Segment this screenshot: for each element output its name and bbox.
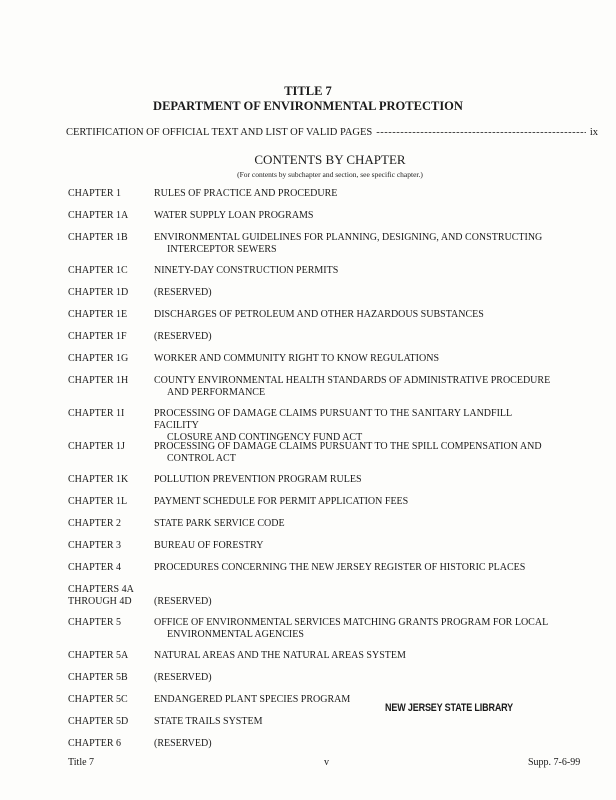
chapter-title <box>154 287 554 299</box>
chapter-title-line-1: (RESERVED) <box>154 596 212 607</box>
chapter-title-line-1: (RESERVED) <box>154 672 212 683</box>
certification-page: ix <box>589 127 598 138</box>
chapter-title <box>154 441 554 465</box>
chapter-title <box>154 596 554 608</box>
chapter-title-line-2: AND PERFORMANCE <box>167 387 266 398</box>
chapter-title-line-1: COUNTY ENVIRONMENTAL HEALTH STANDARDS OF ADMINISTRATIVE PROCEDURE <box>154 375 551 386</box>
chapter-title <box>154 309 554 321</box>
chapter-number: CHAPTER 5A <box>68 650 129 661</box>
chapter-title-line-1: WORKER AND COMMUNITY RIGHT TO KNOW REGULATIONS <box>154 353 439 364</box>
chapter-title <box>154 540 554 552</box>
certification-line <box>66 127 598 138</box>
chapter-title <box>154 210 554 222</box>
chapter-number <box>68 584 152 608</box>
chapter-title <box>154 232 554 256</box>
chapter-title-line-2: CLOSURE AND CONTINGENCY FUND ACT <box>167 432 363 443</box>
chapter-title-line-1: PAYMENT SCHEDULE FOR PERMIT APPLICATION FEES <box>154 496 409 507</box>
chapter-number: CHAPTER 3 <box>68 540 122 551</box>
footer-page-number: v <box>324 757 329 768</box>
chapter-title-line-1: NINETY-DAY CONSTRUCTION PERMITS <box>154 265 339 276</box>
chapter-title-line-1: RULES OF PRACTICE AND PROCEDURE <box>154 188 338 199</box>
footer-title: Title 7 <box>68 757 95 768</box>
chapter-title-line-1: (RESERVED) <box>154 738 212 749</box>
footer-supplement: Supp. 7-6-99 <box>528 757 581 768</box>
chapter-number: CHAPTER 5D <box>68 716 129 727</box>
chapter-title-line-1: WATER SUPPLY LOAN PROGRAMS <box>154 210 314 221</box>
chapter-number: CHAPTER 4 <box>68 562 122 573</box>
chapter-number: CHAPTER 1I <box>68 408 125 419</box>
chapter-title-line-1: PROCESSING OF DAMAGE CLAIMS PURSUANT TO THE SANITARY LANDFILL FACILITY <box>154 408 512 431</box>
chapter-title <box>154 716 554 728</box>
chapter-title-line-2: INTERCEPTOR SEWERS <box>167 244 277 255</box>
chapter-title-line-1: POLLUTION PREVENTION PROGRAM RULES <box>154 474 362 485</box>
chapter-title-line-1: STATE TRAILS SYSTEM <box>154 716 263 727</box>
chapter-title-line-1: ENVIRONMENTAL GUIDELINES FOR PLANNING, DESIGNING, AND CONSTRUCTING <box>154 232 543 243</box>
chapter-title <box>154 518 554 530</box>
chapter-title <box>154 375 554 399</box>
chapter-title <box>154 188 554 200</box>
chapter-title <box>154 650 554 662</box>
chapter-number: CHAPTER 1B <box>68 232 128 243</box>
chapter-title-line-1: (RESERVED) <box>154 287 212 298</box>
chapter-number: CHAPTER 5B <box>68 672 128 683</box>
chapter-title-line-1: OFFICE OF ENVIRONMENTAL SERVICES MATCHING GRANTS PROGRAM FOR LOCAL <box>154 617 549 628</box>
chapter-title-line-1: STATE PARK SERVICE CODE <box>154 518 285 529</box>
chapter-number: CHAPTER 1F <box>68 331 127 342</box>
certification-label: CERTIFICATION OF OFFICIAL TEXT AND LIST OF VALID PAGES <box>66 127 373 138</box>
chapter-number-line-1: CHAPTERS 4A <box>68 584 134 595</box>
chapter-title-line-2: ENVIRONMENTAL AGENCIES <box>167 629 304 640</box>
chapter-title-line-1: DISCHARGES OF PETROLEUM AND OTHER HAZARDOUS SUBSTANCES <box>154 309 484 320</box>
title-line-2: DEPARTMENT OF ENVIRONMENTAL PROTECTION <box>153 99 463 113</box>
chapter-title-line-2: CONTROL ACT <box>167 453 236 464</box>
chapter-number: CHAPTER 1D <box>68 287 129 298</box>
title-line-1: TITLE 7 <box>284 84 332 98</box>
chapter-number: CHAPTER 2 <box>68 518 122 529</box>
chapter-title <box>154 474 554 486</box>
chapter-title-line-1: ENDANGERED PLANT SPECIES PROGRAM <box>154 694 351 705</box>
chapter-title <box>154 496 554 508</box>
contents-note: (For contents by subchapter and section, see specific chapter.) <box>237 170 423 179</box>
chapter-title <box>154 408 554 444</box>
chapter-title <box>154 353 554 365</box>
chapter-title <box>154 617 554 641</box>
chapter-number: CHAPTER 6 <box>68 738 122 749</box>
library-stamp: NEW JERSEY STATE LIBRARY <box>385 702 514 714</box>
chapter-number: CHAPTER 5C <box>68 694 128 705</box>
document-title <box>0 84 616 114</box>
chapter-title <box>154 738 554 750</box>
chapter-title <box>154 562 554 574</box>
chapter-title-line-1: PROCESSING OF DAMAGE CLAIMS PURSUANT TO THE SPILL COMPENSATION AND <box>154 441 542 452</box>
contents-heading: CONTENTS BY CHAPTER <box>254 152 406 167</box>
chapter-number: CHAPTER 1H <box>68 375 129 386</box>
chapter-number: CHAPTER 1 <box>68 188 122 199</box>
chapter-number: CHAPTER 5 <box>68 617 122 628</box>
chapter-title-line-1: NATURAL AREAS AND THE NATURAL AREAS SYSTEM <box>154 650 406 661</box>
chapter-number: CHAPTER 1E <box>68 309 128 320</box>
chapter-number: CHAPTER 1L <box>68 496 128 507</box>
chapter-number: CHAPTER 1K <box>68 474 129 485</box>
leader-dots <box>376 127 586 138</box>
chapter-title-line-1: (RESERVED) <box>154 331 212 342</box>
chapter-number: CHAPTER 1G <box>68 353 129 364</box>
chapter-number: CHAPTER 1A <box>68 210 129 221</box>
chapter-number: CHAPTER 1C <box>68 265 128 276</box>
chapter-number-line-2: THROUGH 4D <box>68 596 132 607</box>
chapter-title <box>154 265 554 277</box>
chapter-title-line-1: PROCEDURES CONCERNING THE NEW JERSEY REGISTER OF HISTORIC PLACES <box>154 562 526 573</box>
chapter-number: CHAPTER 1J <box>68 441 125 452</box>
chapter-title <box>154 331 554 343</box>
chapter-title <box>154 672 554 684</box>
chapter-title-line-1: BUREAU OF FORESTRY <box>154 540 264 551</box>
